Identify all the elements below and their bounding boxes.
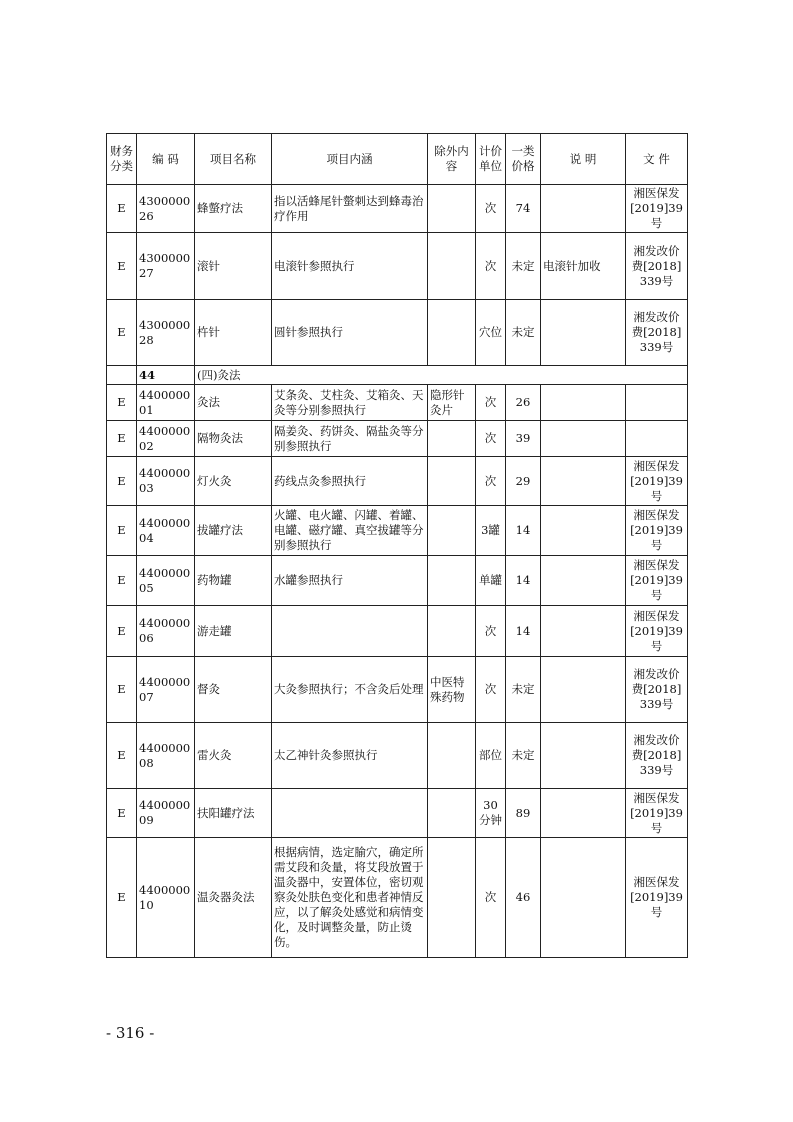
table-row (107, 789, 688, 838)
price-cell: 未定 (506, 723, 541, 789)
header-row (107, 134, 688, 185)
document-cell: 湘医保发[2019]39号 (626, 556, 688, 606)
content-cell: 水罐参照执行 (272, 556, 428, 606)
category-cell: E (107, 185, 137, 233)
table-body-moxibustion (107, 385, 688, 958)
category-cell: E (107, 723, 137, 789)
code-cell: 430000028 (137, 300, 195, 366)
code-cell: 440000007 (137, 657, 195, 723)
unit-cell: 次 (476, 606, 506, 657)
unit-cell: 次 (476, 457, 506, 506)
exclusions-cell (428, 300, 476, 366)
document-cell: 湘医保发[2019]39号 (626, 838, 688, 958)
exclusions-cell (428, 421, 476, 457)
name-cell: 游走罐 (195, 606, 272, 657)
price-cell: 14 (506, 556, 541, 606)
table-row (107, 556, 688, 606)
category-cell: E (107, 233, 137, 300)
unit-cell: 次 (476, 421, 506, 457)
content-cell: 根据病情，选定腧穴，确定所需艾段和灸量，将艾段放置于温灸器中，安置体位，密切观察灸处肤色变化和患者神情反应，以了解灸处感觉和病情变化，及时调整灸量，防止烫伤。 (272, 838, 428, 958)
document-cell: 湘发改价费[2018]339号 (626, 300, 688, 366)
price-cell: 89 (506, 789, 541, 838)
price-table (106, 133, 688, 958)
name-cell: 杵针 (195, 300, 272, 366)
code-cell: 440000004 (137, 506, 195, 556)
unit-cell: 3罐 (476, 506, 506, 556)
note-cell (541, 556, 626, 606)
name-cell: 蜂螫疗法 (195, 185, 272, 233)
price-cell: 46 (506, 838, 541, 958)
exclusions-cell (428, 233, 476, 300)
unit-cell: 次 (476, 233, 506, 300)
category-cell: E (107, 657, 137, 723)
section-title: (四)灸法 (195, 366, 688, 385)
content-cell: 艾条灸、艾柱灸、艾箱灸、天灸等分别参照执行 (272, 385, 428, 421)
unit-cell: 次 (476, 185, 506, 233)
name-cell: 药物罐 (195, 556, 272, 606)
code-cell: 440000006 (137, 606, 195, 657)
exclusions-cell (428, 185, 476, 233)
unit-cell: 30分钟 (476, 789, 506, 838)
section-blank (107, 366, 137, 385)
category-cell: E (107, 300, 137, 366)
category-cell: E (107, 556, 137, 606)
header-name: 项目名称 (195, 134, 272, 185)
name-cell: 拔罐疗法 (195, 506, 272, 556)
table-row (107, 838, 688, 958)
header-unit: 计价单位 (476, 134, 506, 185)
document-cell (626, 421, 688, 457)
header-content: 项目内涵 (272, 134, 428, 185)
name-cell: 温灸器灸法 (195, 838, 272, 958)
price-cell: 14 (506, 606, 541, 657)
document-cell: 湘医保发[2019]39号 (626, 606, 688, 657)
price-cell: 26 (506, 385, 541, 421)
table-row (107, 385, 688, 421)
price-cell: 74 (506, 185, 541, 233)
name-cell: 隔物灸法 (195, 421, 272, 457)
code-cell: 430000026 (137, 185, 195, 233)
content-cell (272, 606, 428, 657)
table-row (107, 723, 688, 789)
header-document: 文 件 (626, 134, 688, 185)
exclusions-cell (428, 838, 476, 958)
exclusions-cell (428, 789, 476, 838)
unit-cell: 部位 (476, 723, 506, 789)
content-cell (272, 789, 428, 838)
table-row (107, 657, 688, 723)
exclusions-cell (428, 506, 476, 556)
document-cell: 湘发改价费[2018]339号 (626, 233, 688, 300)
exclusions-cell: 中医特殊药物 (428, 657, 476, 723)
code-cell: 440000005 (137, 556, 195, 606)
category-cell: E (107, 506, 137, 556)
table-section (107, 366, 688, 385)
header-price: 一类价格 (506, 134, 541, 185)
content-cell: 隔姜灸、药饼灸、隔盐灸等分别参照执行 (272, 421, 428, 457)
unit-cell: 单罐 (476, 556, 506, 606)
category-cell: E (107, 606, 137, 657)
note-cell (541, 789, 626, 838)
unit-cell: 次 (476, 657, 506, 723)
note-cell (541, 457, 626, 506)
header-exclusions: 除外内容 (428, 134, 476, 185)
content-cell: 指以活蜂尾针螫刺达到蜂毒治疗作用 (272, 185, 428, 233)
name-cell: 灸法 (195, 385, 272, 421)
content-cell: 药线点灸参照执行 (272, 457, 428, 506)
name-cell: 雷火灸 (195, 723, 272, 789)
name-cell: 滚针 (195, 233, 272, 300)
exclusions-cell (428, 606, 476, 657)
document-cell: 湘医保发[2019]39号 (626, 457, 688, 506)
table-row (107, 185, 688, 233)
section-code: 44 (137, 366, 195, 385)
exclusions-cell (428, 457, 476, 506)
section-row (107, 366, 688, 385)
header-category: 财务分类 (107, 134, 137, 185)
header-note: 说 明 (541, 134, 626, 185)
code-cell: 440000001 (137, 385, 195, 421)
name-cell: 灯火灸 (195, 457, 272, 506)
price-cell: 未定 (506, 233, 541, 300)
table-row (107, 457, 688, 506)
note-cell (541, 385, 626, 421)
exclusions-cell: 隐形针灸片 (428, 385, 476, 421)
document-cell: 湘发改价费[2018]339号 (626, 723, 688, 789)
note-cell (541, 421, 626, 457)
note-cell (541, 606, 626, 657)
note-cell (541, 723, 626, 789)
table-row (107, 506, 688, 556)
price-cell: 14 (506, 506, 541, 556)
unit-cell: 次 (476, 385, 506, 421)
header-code: 编 码 (137, 134, 195, 185)
document-cell: 湘医保发[2019]39号 (626, 506, 688, 556)
note-cell (541, 506, 626, 556)
price-cell: 未定 (506, 657, 541, 723)
category-cell: E (107, 789, 137, 838)
content-cell: 太乙神针灸参照执行 (272, 723, 428, 789)
exclusions-cell (428, 723, 476, 789)
unit-cell: 穴位 (476, 300, 506, 366)
table-row (107, 606, 688, 657)
document-cell: 湘医保发[2019]39号 (626, 789, 688, 838)
note-cell (541, 657, 626, 723)
price-cell: 39 (506, 421, 541, 457)
document-cell (626, 385, 688, 421)
category-cell: E (107, 421, 137, 457)
table-body-acupuncture (107, 185, 688, 366)
document-cell: 湘发改价费[2018]339号 (626, 657, 688, 723)
name-cell: 督灸 (195, 657, 272, 723)
code-cell: 430000027 (137, 233, 195, 300)
code-cell: 440000002 (137, 421, 195, 457)
content-cell: 圆针参照执行 (272, 300, 428, 366)
note-cell: 电滚针加收 (541, 233, 626, 300)
code-cell: 440000003 (137, 457, 195, 506)
code-cell: 440000009 (137, 789, 195, 838)
page-number: - 316 - (106, 1024, 155, 1042)
document-cell: 湘医保发[2019]39号 (626, 185, 688, 233)
category-cell: E (107, 838, 137, 958)
code-cell: 440000008 (137, 723, 195, 789)
note-cell (541, 838, 626, 958)
content-cell: 电滚针参照执行 (272, 233, 428, 300)
category-cell: E (107, 385, 137, 421)
table-row (107, 233, 688, 300)
price-cell: 29 (506, 457, 541, 506)
table-row (107, 421, 688, 457)
code-cell: 440000010 (137, 838, 195, 958)
table-row (107, 300, 688, 366)
name-cell: 扶阳罐疗法 (195, 789, 272, 838)
content-cell: 大灸参照执行；不含灸后处理 (272, 657, 428, 723)
content-cell: 火罐、电火罐、闪罐、着罐、电罐、磁疗罐、真空拔罐等分别参照执行 (272, 506, 428, 556)
unit-cell: 次 (476, 838, 506, 958)
category-cell: E (107, 457, 137, 506)
note-cell (541, 300, 626, 366)
price-cell: 未定 (506, 300, 541, 366)
exclusions-cell (428, 556, 476, 606)
note-cell (541, 185, 626, 233)
